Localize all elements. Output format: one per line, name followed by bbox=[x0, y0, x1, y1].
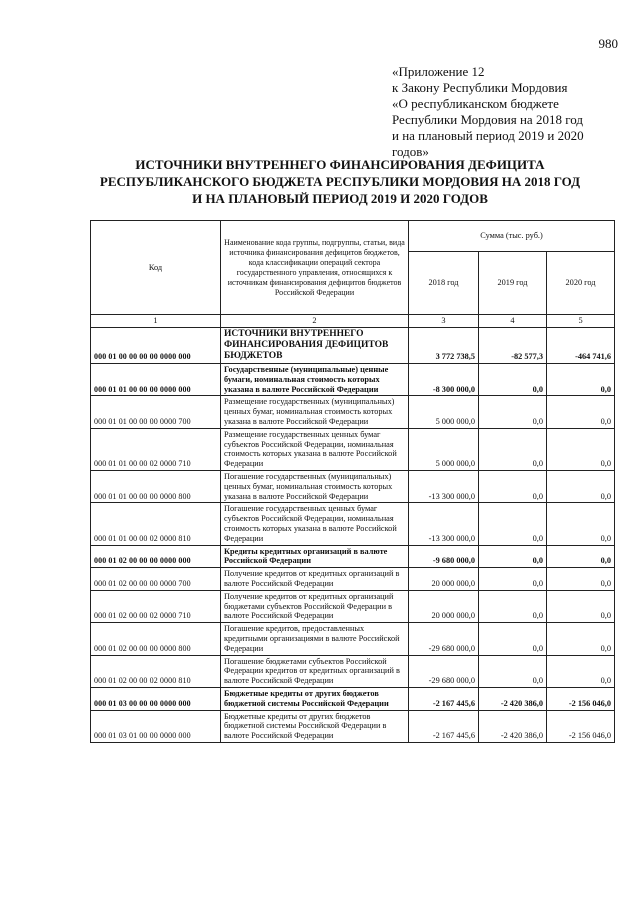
row-value-2019: -2 420 386,0 bbox=[479, 710, 547, 742]
header-year-2020: 2020 год bbox=[547, 252, 615, 315]
row-code: 000 01 02 00 00 02 0000 710 bbox=[91, 590, 221, 622]
row-code: 000 01 01 00 00 00 0000 000 bbox=[91, 364, 221, 396]
appendix-line: «Приложение 12 bbox=[392, 64, 485, 79]
column-number: 1 bbox=[91, 315, 221, 328]
column-number: 2 bbox=[221, 315, 409, 328]
row-value-2019: 0,0 bbox=[479, 364, 547, 396]
table-row bbox=[91, 710, 615, 742]
row-value-2019: 0,0 bbox=[479, 428, 547, 470]
row-value-2018: -2 167 445,6 bbox=[409, 710, 479, 742]
row-value-2019: 0,0 bbox=[479, 396, 547, 428]
row-name: Погашение кредитов, предоставленных кредитными организациями в валюте Российской Федерации bbox=[221, 623, 409, 655]
row-code: 000 01 02 00 00 00 0000 700 bbox=[91, 568, 221, 591]
row-name: Погашение бюджетами субъектов Российской Федерации кредитов от кредитных организаций в валюте Российской Федерации bbox=[221, 655, 409, 687]
row-value-2018: 20 000 000,0 bbox=[409, 568, 479, 591]
row-value-2018: -9 680 000,0 bbox=[409, 545, 479, 568]
row-value-2020: -2 156 046,0 bbox=[547, 710, 615, 742]
row-value-2018: -29 680 000,0 bbox=[409, 655, 479, 687]
appendix-line: годов» bbox=[392, 144, 429, 159]
page-number: 980 bbox=[598, 36, 618, 51]
title-line: ИСТОЧНИКИ ВНУТРЕННЕГО ФИНАНСИРОВАНИЯ ДЕФИЦИТА bbox=[135, 157, 545, 172]
row-code: 000 01 02 00 00 00 0000 000 bbox=[91, 545, 221, 568]
row-value-2020: 0,0 bbox=[547, 364, 615, 396]
row-value-2019: 0,0 bbox=[479, 470, 547, 502]
row-value-2020: 0,0 bbox=[547, 428, 615, 470]
column-number: 4 bbox=[479, 315, 547, 328]
appendix-note bbox=[392, 64, 622, 160]
appendix-line: Республики Мордовия на 2018 год bbox=[392, 112, 583, 127]
row-name: Кредиты кредитных организаций в валюте Российской Федерации bbox=[221, 545, 409, 568]
row-name: Погашение государственных ценных бумаг субъектов Российской Федерации, номинальная стоимость которых указана в валюте Российской Федерации bbox=[221, 503, 409, 545]
row-value-2019: 0,0 bbox=[479, 568, 547, 591]
table-row bbox=[91, 428, 615, 470]
row-name: ИСТОЧНИКИ ВНУТРЕННЕГО ФИНАНСИРОВАНИЯ ДЕФИЦИТОВ БЮДЖЕТОВ bbox=[221, 328, 409, 364]
row-code: 000 01 00 00 00 00 0000 000 bbox=[91, 328, 221, 364]
row-code: 000 01 01 00 00 00 0000 700 bbox=[91, 396, 221, 428]
table-row bbox=[91, 364, 615, 396]
row-code: 000 01 01 00 00 02 0000 710 bbox=[91, 428, 221, 470]
row-name: Погашение государственных (муниципальных) ценных бумаг, номинальная стоимость которых указана в валюте Российской Федерации bbox=[221, 470, 409, 502]
row-code: 000 01 02 00 00 02 0000 810 bbox=[91, 655, 221, 687]
header-name: Наименование кода группы, подгруппы, статьи, вида источника финансирования дефицитов бюджетов, кода классификации операций сектора государственного управления, относящихся к источникам финансирования дефицитов бюджетов Российской Федерации bbox=[221, 221, 409, 315]
column-number-row bbox=[91, 315, 615, 328]
row-value-2019: 0,0 bbox=[479, 545, 547, 568]
row-value-2019: 0,0 bbox=[479, 623, 547, 655]
row-value-2020: 0,0 bbox=[547, 590, 615, 622]
table-row bbox=[91, 545, 615, 568]
row-value-2020: -2 156 046,0 bbox=[547, 687, 615, 710]
row-name: Государственные (муниципальные) ценные бумаги, номинальная стоимость которых указана в валюте Российской Федерации bbox=[221, 364, 409, 396]
table-row bbox=[91, 568, 615, 591]
row-code: 000 01 03 00 00 00 0000 000 bbox=[91, 687, 221, 710]
table-row bbox=[91, 396, 615, 428]
row-name: Бюджетные кредиты от других бюджетов бюджетной системы Российской Федерации bbox=[221, 687, 409, 710]
row-name: Размещение государственных ценных бумаг субъектов Российской Федерации, номинальная стоимость которых указана в валюте Российской Федерации bbox=[221, 428, 409, 470]
row-value-2020: 0,0 bbox=[547, 545, 615, 568]
row-value-2018: 3 772 738,5 bbox=[409, 328, 479, 364]
header-year-2018: 2018 год bbox=[409, 252, 479, 315]
row-value-2018: 5 000 000,0 bbox=[409, 428, 479, 470]
table-row bbox=[91, 655, 615, 687]
row-value-2018: -8 300 000,0 bbox=[409, 364, 479, 396]
document-title bbox=[80, 156, 600, 207]
appendix-line: и на плановый период 2019 и 2020 bbox=[392, 128, 584, 143]
title-line: РЕСПУБЛИКАНСКОГО БЮДЖЕТА РЕСПУБЛИКИ МОРДОВИЯ НА 2018 ГОД bbox=[99, 174, 581, 189]
row-value-2019: -82 577,3 bbox=[479, 328, 547, 364]
header-sum: Сумма (тыс. руб.) bbox=[409, 221, 615, 252]
row-value-2018: -13 300 000,0 bbox=[409, 503, 479, 545]
row-value-2018: -29 680 000,0 bbox=[409, 623, 479, 655]
table-row bbox=[91, 590, 615, 622]
row-value-2020: 0,0 bbox=[547, 568, 615, 591]
row-value-2018: -13 300 000,0 bbox=[409, 470, 479, 502]
table-row bbox=[91, 687, 615, 710]
row-value-2020: -464 741,6 bbox=[547, 328, 615, 364]
row-code: 000 01 01 00 00 00 0000 800 bbox=[91, 470, 221, 502]
row-value-2018: -2 167 445,6 bbox=[409, 687, 479, 710]
table-row bbox=[91, 470, 615, 502]
row-value-2018: 20 000 000,0 bbox=[409, 590, 479, 622]
table-body bbox=[91, 328, 615, 743]
row-value-2019: 0,0 bbox=[479, 655, 547, 687]
row-name: Размещение государственных (муниципальных) ценных бумаг, номинальная стоимость которых указана в валюте Российской Федерации bbox=[221, 396, 409, 428]
header-year-2019: 2019 год bbox=[479, 252, 547, 315]
row-value-2019: -2 420 386,0 bbox=[479, 687, 547, 710]
table-row bbox=[91, 623, 615, 655]
title-line: И НА ПЛАНОВЫЙ ПЕРИОД 2019 И 2020 ГОДОВ bbox=[192, 191, 488, 206]
row-name: Бюджетные кредиты от других бюджетов бюджетной системы Российской Федерации в валюте Российской Федерации bbox=[221, 710, 409, 742]
column-number: 3 bbox=[409, 315, 479, 328]
row-value-2020: 0,0 bbox=[547, 503, 615, 545]
row-code: 000 01 03 01 00 00 0000 000 bbox=[91, 710, 221, 742]
row-code: 000 01 01 00 00 02 0000 810 bbox=[91, 503, 221, 545]
row-value-2018: 5 000 000,0 bbox=[409, 396, 479, 428]
row-code: 000 01 02 00 00 00 0000 800 bbox=[91, 623, 221, 655]
row-value-2020: 0,0 bbox=[547, 623, 615, 655]
header-code: Код bbox=[91, 221, 221, 315]
row-value-2019: 0,0 bbox=[479, 590, 547, 622]
row-value-2020: 0,0 bbox=[547, 396, 615, 428]
row-value-2020: 0,0 bbox=[547, 470, 615, 502]
table-row bbox=[91, 503, 615, 545]
financing-sources-table bbox=[90, 220, 615, 743]
appendix-line: «О республиканском бюджете bbox=[392, 96, 559, 111]
table-row bbox=[91, 328, 615, 364]
appendix-line: к Закону Республики Мордовия bbox=[392, 80, 568, 95]
column-number: 5 bbox=[547, 315, 615, 328]
row-name: Получение кредитов от кредитных организаций в валюте Российской Федерации bbox=[221, 568, 409, 591]
row-value-2020: 0,0 bbox=[547, 655, 615, 687]
row-value-2019: 0,0 bbox=[479, 503, 547, 545]
row-name: Получение кредитов от кредитных организаций бюджетами субъектов Российской Федерации в валюте Российской Федерации bbox=[221, 590, 409, 622]
